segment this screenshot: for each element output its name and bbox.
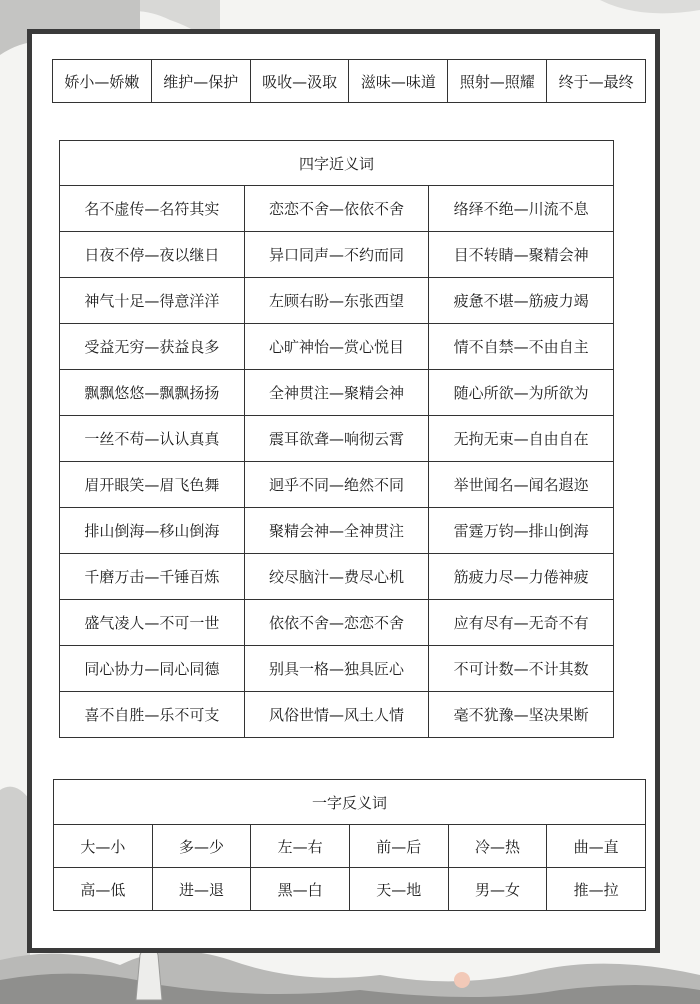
table-cell: 别具一格—独具匠心 [244, 646, 429, 692]
table-cell: 绞尽脑汁—费尽心机 [244, 554, 429, 600]
table-cell: 盛气凌人—不可一世 [60, 600, 245, 646]
table-cell: 异口同声—不约而同 [244, 232, 429, 278]
table-row [60, 232, 614, 278]
table-cell: 筋疲力尽—力倦神疲 [429, 554, 614, 600]
table-cell: 日夜不停—夜以继日 [60, 232, 245, 278]
table-cell: 依依不舍—恋恋不舍 [244, 600, 429, 646]
table-cell: 心旷神怡—赏心悦目 [244, 324, 429, 370]
table-row [60, 646, 614, 692]
table-cell: 千磨万击—千锤百炼 [60, 554, 245, 600]
table-cell: 眉开眼笑—眉飞色舞 [60, 462, 245, 508]
table-cell: 维护—保护 [151, 60, 250, 103]
table-cell: 同心协力—同心同德 [60, 646, 245, 692]
table-cell: 照射—照耀 [448, 60, 547, 103]
table-cell: 络绎不绝—川流不息 [429, 186, 614, 232]
table-cell: 恋恋不舍—依依不舍 [244, 186, 429, 232]
table-cell: 左—右 [251, 825, 350, 868]
table-cell: 应有尽有—无奇不有 [429, 600, 614, 646]
table-row [60, 554, 614, 600]
table-cell: 排山倒海—移山倒海 [60, 508, 245, 554]
table-cell: 高—低 [54, 868, 153, 911]
table-row [53, 60, 646, 103]
antonyms-title: 一字反义词 [54, 780, 646, 825]
table-cell: 进—退 [152, 868, 251, 911]
table-cell: 情不自禁—不由自主 [429, 324, 614, 370]
table-cell: 大—小 [54, 825, 153, 868]
one-char-antonyms-table [53, 779, 646, 911]
table-row [60, 600, 614, 646]
table-cell: 疲惫不堪—筋疲力竭 [429, 278, 614, 324]
table-cell: 前—后 [349, 825, 448, 868]
table-cell: 雷霆万钧—排山倒海 [429, 508, 614, 554]
table-cell: 举世闻名—闻名遐迩 [429, 462, 614, 508]
table-header-row [54, 780, 646, 825]
table-cell: 一丝不苟—认认真真 [60, 416, 245, 462]
table-cell: 推—拉 [547, 868, 646, 911]
table-cell: 男—女 [448, 868, 547, 911]
table-cell: 受益无穷—获益良多 [60, 324, 245, 370]
table-cell: 无拘无束—自由自在 [429, 416, 614, 462]
table-cell: 随心所欲—为所欲为 [429, 370, 614, 416]
table-row [60, 278, 614, 324]
table-cell: 冷—热 [448, 825, 547, 868]
table-cell: 天—地 [349, 868, 448, 911]
table-row [60, 416, 614, 462]
table-row [60, 370, 614, 416]
table-row [60, 186, 614, 232]
table-cell: 目不转睛—聚精会神 [429, 232, 614, 278]
table-cell: 聚精会神—全神贯注 [244, 508, 429, 554]
table-row [60, 508, 614, 554]
table-cell: 左顾右盼—东张西望 [244, 278, 429, 324]
table-header-row [60, 141, 614, 186]
table-row [60, 462, 614, 508]
table-cell: 黑—白 [251, 868, 350, 911]
table-cell: 不可计数—不计其数 [429, 646, 614, 692]
four-char-synonyms-table [59, 140, 614, 738]
table-cell: 喜不自胜—乐不可支 [60, 692, 245, 738]
table-cell: 吸收—汲取 [250, 60, 349, 103]
table-cell: 多—少 [152, 825, 251, 868]
table-cell: 全神贯注—聚精会神 [244, 370, 429, 416]
table-cell: 迥乎不同—绝然不同 [244, 462, 429, 508]
table-row [54, 825, 646, 868]
table-cell: 风俗世情—风土人情 [244, 692, 429, 738]
table-cell: 震耳欲聋—响彻云霄 [244, 416, 429, 462]
table-cell: 曲—直 [547, 825, 646, 868]
table-row [60, 324, 614, 370]
two-char-synonyms-table [52, 59, 646, 103]
table-cell: 神气十足—得意洋洋 [60, 278, 245, 324]
table-cell: 终于—最终 [547, 60, 646, 103]
table-cell: 毫不犹豫—坚决果断 [429, 692, 614, 738]
table-cell: 娇小—娇嫩 [53, 60, 152, 103]
table-cell: 名不虚传—名符其实 [60, 186, 245, 232]
table-cell: 飘飘悠悠—飘飘扬扬 [60, 370, 245, 416]
four-char-title: 四字近义词 [60, 141, 614, 186]
table-row [60, 692, 614, 738]
table-cell: 滋味—味道 [349, 60, 448, 103]
table-row [54, 868, 646, 911]
